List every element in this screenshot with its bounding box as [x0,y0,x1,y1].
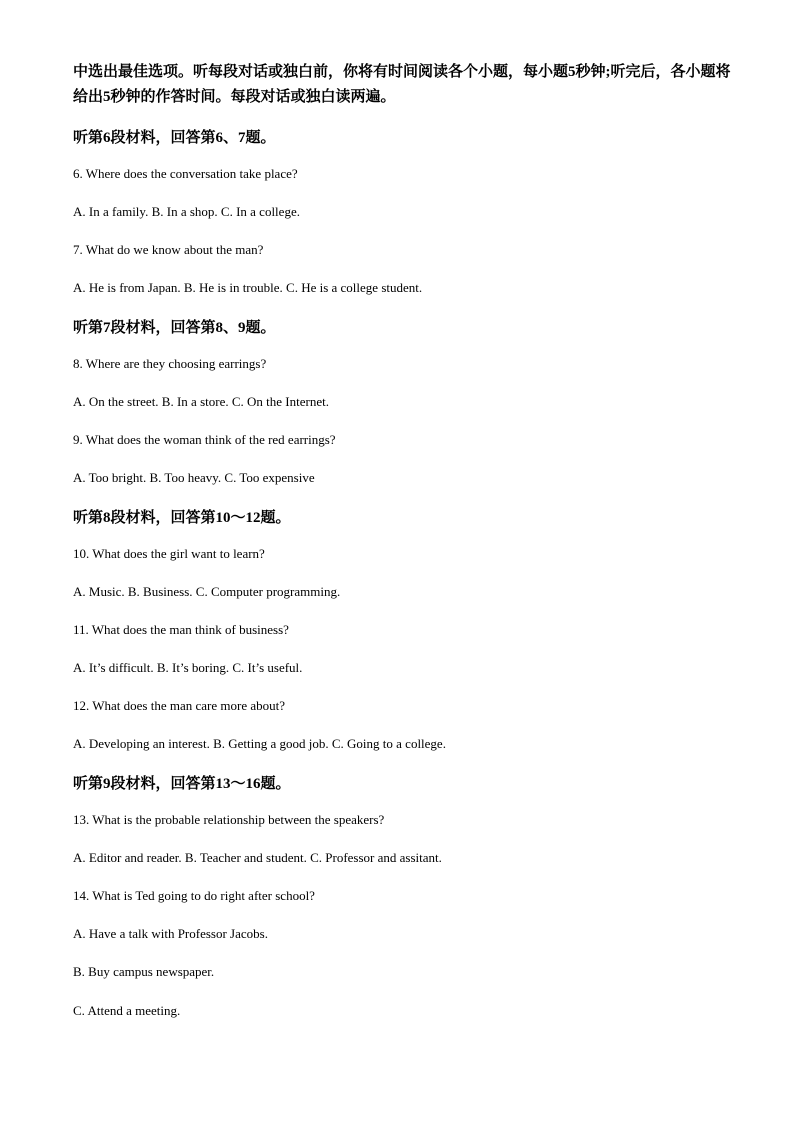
question: 12. What does the man care more about? [73,698,286,713]
answer-options: A. It’s difficult. B. It’s boring. C. It’s useful. [73,660,303,675]
question: 14. What is Ted going to do right after school? [73,888,315,903]
answer-options: A. On the street. B. In a store. C. On the Internet. [73,394,329,409]
answer-options: A. He is from Japan. B. He is in trouble. C. He is a college student. [73,280,423,295]
section-heading: 听第8段材料，回答第10～12题。 [73,510,291,526]
question: 6. Where does the conversation take place? [73,166,298,181]
answer-options: A. Too bright. B. Too heavy. C. Too expensive [73,470,315,485]
question: 9. What does the woman think of the red earrings? [73,432,336,447]
answer-option: C. Attend a meeting. [73,1003,181,1018]
answer-option: A. Have a talk with Professor Jacobs. [73,926,268,941]
section-heading: 听第9段材料，回答第13～16题。 [73,776,291,792]
answer-options: A. Music. B. Business. C. Computer programming. [73,584,341,599]
question: 10. What does the girl want to learn? [73,546,265,561]
question: 8. Where are they choosing earrings? [73,356,267,371]
section-heading: 听第6段材料，回答第6、7题。 [73,130,276,146]
question: 11. What does the man think of business? [73,622,289,637]
answer-options: A. Developing an interest. B. Getting a good job. C. Going to a college. [73,736,446,751]
answer-options: A. Editor and reader. B. Teacher and student. C. Professor and assitant. [73,850,442,865]
answer-option: B. Buy campus newspaper. [73,964,215,979]
instructions-paragraph: 中选出最佳选项。听每段对话或独白前，你将有时间阅读各个小题，每小题5秒钟;听完后，各小题将给出5秒钟的作答时间。每段对话或独白读两遍。 [73,64,731,105]
question: 13. What is the probable relationship between the speakers? [73,812,385,827]
section-heading: 听第7段材料，回答第8、9题。 [73,320,276,336]
answer-options: A. In a family. B. In a shop. C. In a college. [73,204,300,219]
question: 7. What do we know about the man? [73,242,264,257]
